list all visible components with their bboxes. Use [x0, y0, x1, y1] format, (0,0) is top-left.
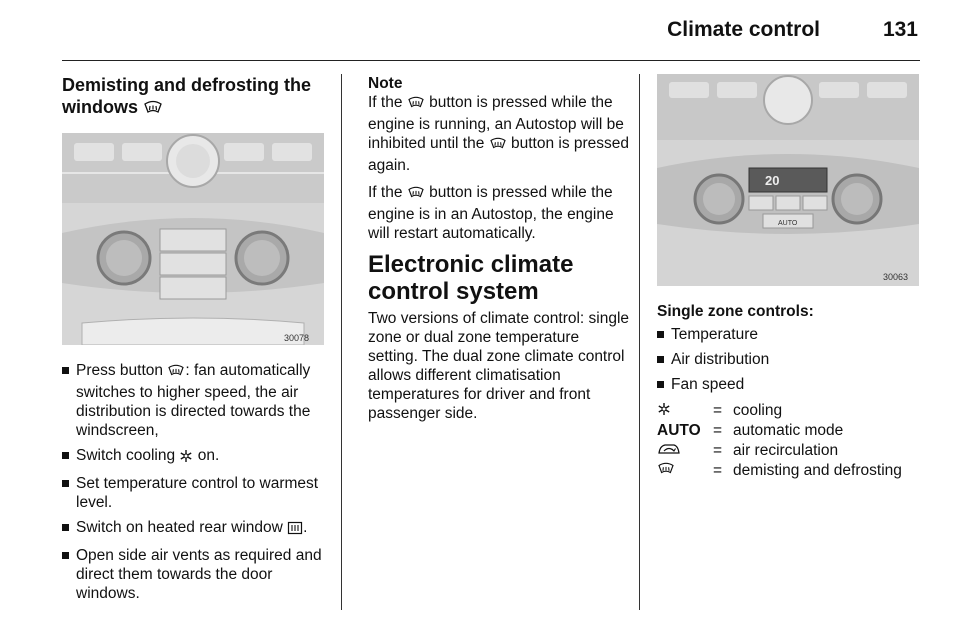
section-heading-demisting [62, 74, 324, 121]
list-item: Switch on heated rear window . [62, 518, 324, 540]
list-item: Press button : fan automatically switches to higher speed, the air distribution is directed towards the windscreen, [62, 361, 324, 440]
demist-icon [143, 99, 163, 121]
list-item: Air distribution [657, 350, 919, 369]
legend-table [657, 400, 919, 480]
instruction-list [62, 361, 324, 603]
display-temperature: 20 [765, 173, 780, 188]
column-divider-1 [341, 74, 342, 610]
list-item: Fan speed [657, 375, 919, 394]
page-header-title: Climate control [667, 18, 820, 41]
column-1 [62, 74, 324, 609]
note-paragraph-1: If the button is pressed while the engine is running, an Autostop will be inhibited until the button is pressed again. [368, 94, 630, 174]
rear-window-heat-icon [287, 521, 303, 540]
snowflake-icon [179, 449, 193, 468]
demist-icon [489, 137, 507, 156]
column-2 [368, 74, 630, 431]
list-item: Set temperature control to warmest level. [62, 474, 324, 512]
figure-code-1: 30078 [284, 333, 310, 343]
legend-row-recirculation: = air recirculation [657, 440, 919, 460]
auto-symbol: AUTO [657, 421, 701, 439]
section-title-electronic-climate: Electronic climate control system [368, 251, 574, 305]
legend-row-cooling: = cooling [657, 400, 919, 420]
figure-code-2: 30063 [883, 272, 909, 282]
climate-panel-photo-1 [62, 133, 324, 345]
demist-icon [407, 96, 425, 115]
snowflake-icon [657, 402, 671, 421]
list-item: Open side air vents as required and direct them towards the door windows. [62, 546, 324, 603]
auto-button-label: AUTO [778, 220, 798, 227]
demist-icon [657, 462, 675, 481]
body-paragraph: Two versions of climate control: single zone or dual zone temperature setting. The dual zone climate control allows different climatisation temperatures for driver and front passenger side. [368, 310, 630, 422]
section-heading-text: Demisting and defrosting the windows [62, 75, 312, 117]
list-item: Switch cooling on. [62, 446, 324, 468]
note-label: Note [368, 75, 403, 92]
demist-icon [407, 186, 425, 205]
legend-row-demist: = demisting and defrosting [657, 460, 919, 480]
single-zone-heading: Single zone controls: [657, 303, 814, 320]
column-divider-2 [639, 74, 640, 610]
single-zone-list [657, 325, 919, 394]
list-item: Temperature [657, 325, 919, 344]
demist-icon [167, 364, 185, 383]
climate-panel-photo-2 [657, 74, 919, 286]
header-divider [62, 60, 920, 61]
legend-row-auto: AUTO = automatic mode [657, 421, 844, 439]
note-paragraph-2: If the button is pressed while the engine is in an Autostop, the engine will restart automatically. [368, 184, 614, 242]
column-3 [657, 74, 919, 480]
page-number: 131 [882, 18, 918, 41]
